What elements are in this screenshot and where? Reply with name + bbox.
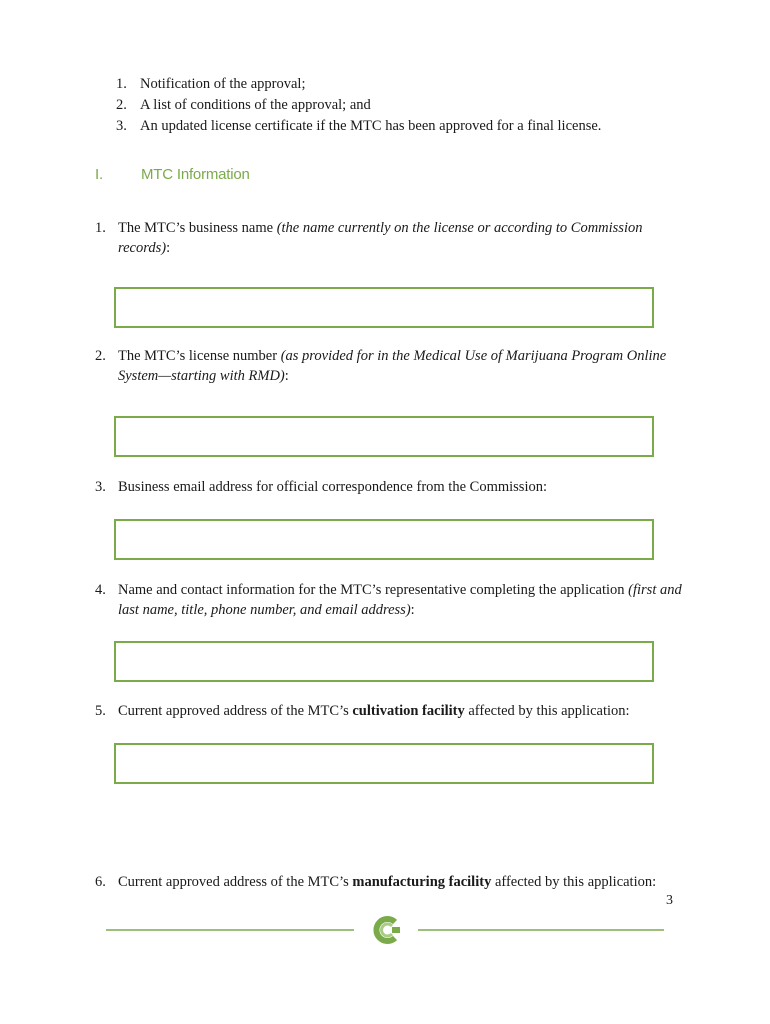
question-manufacturing-facility xyxy=(95,872,695,892)
business-name-field[interactable] xyxy=(114,287,654,328)
question-text xyxy=(118,580,695,620)
section-title: MTC Information xyxy=(141,166,250,183)
question-label: The MTC’s license number xyxy=(118,348,281,364)
list-number: 3. xyxy=(116,118,127,134)
list-number: 1. xyxy=(116,76,127,92)
question-suffix: : xyxy=(284,368,289,384)
question-hint: (first and last name, title, phone number, and email address) xyxy=(118,582,682,618)
question-number: 3. xyxy=(95,479,106,495)
question-text xyxy=(118,872,695,892)
question-number: 6. xyxy=(95,874,106,890)
question-emphasis: cultivation facility xyxy=(352,703,465,719)
question-text xyxy=(118,218,695,258)
question-label: Current approved address of the MTC’s xyxy=(118,703,353,719)
question-label-end: affected by this application: xyxy=(491,874,657,890)
business-name-input[interactable] xyxy=(116,289,652,326)
question-suffix: : xyxy=(166,240,171,256)
question-label: The MTC’s business name xyxy=(118,220,277,236)
list-text: A list of conditions of the approval; and xyxy=(140,97,371,113)
section-roman-numeral: I. xyxy=(95,166,103,183)
business-email-input[interactable] xyxy=(116,521,652,558)
question-number: 4. xyxy=(95,582,106,598)
commission-c-logo-icon xyxy=(370,915,402,945)
question-hint: (the name currently on the license or according to Commission records) xyxy=(118,220,643,256)
question-business-name xyxy=(95,218,695,258)
section-heading xyxy=(95,166,250,183)
page-number: 3 xyxy=(666,893,673,908)
list-number: 2. xyxy=(116,97,127,113)
question-text xyxy=(118,346,695,386)
question-text: Business email address for official correspondence from the Commission: xyxy=(118,479,547,495)
representative-contact-field[interactable] xyxy=(114,641,654,682)
intro-list-item xyxy=(116,96,371,114)
question-label: Current approved address of the MTC’s xyxy=(118,874,353,890)
question-representative-contact xyxy=(95,580,695,620)
cultivation-facility-field[interactable] xyxy=(114,743,654,784)
question-text xyxy=(118,701,695,721)
question-number: 1. xyxy=(95,220,106,236)
license-number-field[interactable] xyxy=(114,416,654,457)
cultivation-facility-input[interactable] xyxy=(116,745,652,782)
question-cultivation-facility xyxy=(95,701,695,721)
question-emphasis: manufacturing facility xyxy=(352,874,492,890)
question-business-email xyxy=(95,477,695,497)
question-license-number xyxy=(95,346,695,386)
question-label-end: affected by this application: xyxy=(464,703,630,719)
question-label: Name and contact information for the MTC’s representative completing the application xyxy=(118,582,629,598)
list-text: An updated license certificate if the MTC has been approved for a final license. xyxy=(140,118,602,134)
footer-rule-left xyxy=(106,929,354,931)
representative-contact-input[interactable] xyxy=(116,643,652,680)
business-email-field[interactable] xyxy=(114,519,654,560)
intro-list-item xyxy=(116,117,601,135)
question-number: 2. xyxy=(95,348,106,364)
license-number-input[interactable] xyxy=(116,418,652,455)
footer-rule-right xyxy=(418,929,664,931)
intro-list-item xyxy=(116,75,306,93)
question-number: 5. xyxy=(95,703,106,719)
question-hint: (as provided for in the Medical Use of Marijuana Program Online System—starting with RMD) xyxy=(118,348,667,384)
question-suffix: : xyxy=(410,602,415,618)
list-text: Notification of the approval; xyxy=(140,76,306,92)
